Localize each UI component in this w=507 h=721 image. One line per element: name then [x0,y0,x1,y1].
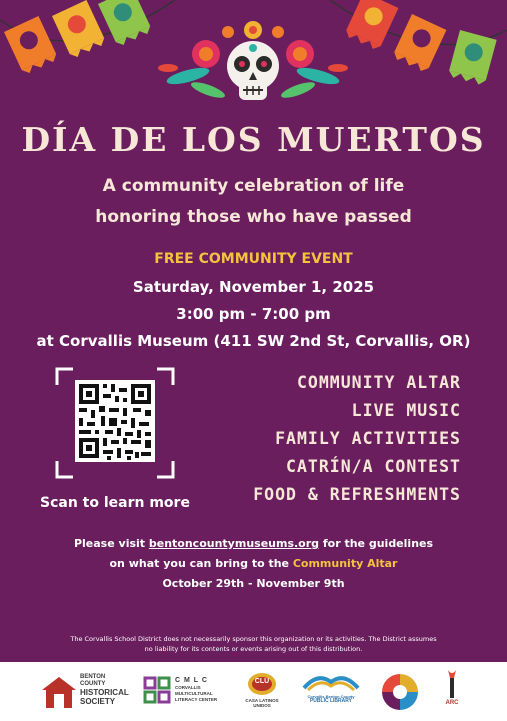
museum-website-link[interactable]: bentoncountymuseums.org [148,537,320,550]
guidelines-line1 [0,537,507,550]
activity-item: CATRÍN/A CONTEST [286,457,461,476]
qr-code[interactable] [75,380,155,462]
activity-item: COMMUNITY ALTAR [296,373,461,392]
bchs-line3: HISTORICAL [80,688,129,697]
sugar-skull-illustration [148,20,358,115]
event-date: Saturday, November 1, 2025 [132,278,375,296]
clu-acronym: CLU [254,678,270,685]
cmlc-line2: MULTICULTURAL [175,691,213,696]
cmlc-line3: LITERACY CENTER [175,697,218,702]
activity-item: FAMILY ACTIVITIES [275,429,461,448]
cmlc-acronym: C M L C [175,677,208,684]
event-location: at Corvallis Museum (411 SW 2nd St, Corvallis, OR) [36,332,471,350]
bchs-line2: COUNTY [80,681,106,687]
bchs-line1: BENTON [80,674,106,680]
sponsor-logos [0,662,507,721]
event-subtitle-line2: honoring those who have passed [95,207,412,227]
guidelines-prefix: Please visit [73,537,149,550]
disclaimer-line1: The Corvallis School District does not necessarily sponsor this organization or its activities. The District assumes [70,635,437,643]
papel-flag [98,0,153,48]
disclaimer-line2: no liability for its contents or events arising out of this distribution. [144,645,363,653]
guidelines-suffix: for the guidelines [319,537,434,550]
event-time: 3:00 pm - 7:00 pm [176,305,331,323]
qr-caption: Scan to learn more [40,495,190,511]
paintbrush-icon [440,668,464,700]
house-logo-icon [40,674,78,710]
arc-acronym: ARC [445,700,459,706]
guidelines-dates: October 29th - November 9th [162,577,345,590]
activities-list [253,369,461,509]
cmlc-line1: CORVALLIS [175,685,201,690]
activity-item: FOOD & REFRESHMENTS [253,485,461,504]
open-book-icon [302,670,360,692]
free-event-label: FREE COMMUNITY EVENT [154,251,353,267]
papel-flag [4,16,59,76]
guidelines-line2 [0,557,507,570]
activity-item: LIVE MUSIC [351,401,461,420]
guidelines-line2-prefix: on what you can bring to the [109,557,293,570]
event-subtitle-line1: A community celebration of life [102,176,405,196]
papel-flag [52,0,107,60]
bchs-line4: SOCIETY [80,697,116,706]
papel-flag [392,14,447,74]
community-altar-highlight: Community Altar [292,557,398,570]
event-title: DÍA DE LOS MUERTOS [21,120,486,159]
library-line1: Corvallis-Benton County [307,694,355,699]
color-wheel-logo [380,672,420,712]
clu-name: CASA LATINOS UNIDOS [245,698,279,708]
library-line2: PUBLIC LIBRARY [309,698,353,704]
papel-flag [448,30,497,86]
knot-logo-icon [143,676,171,704]
disclaimer [20,634,487,654]
